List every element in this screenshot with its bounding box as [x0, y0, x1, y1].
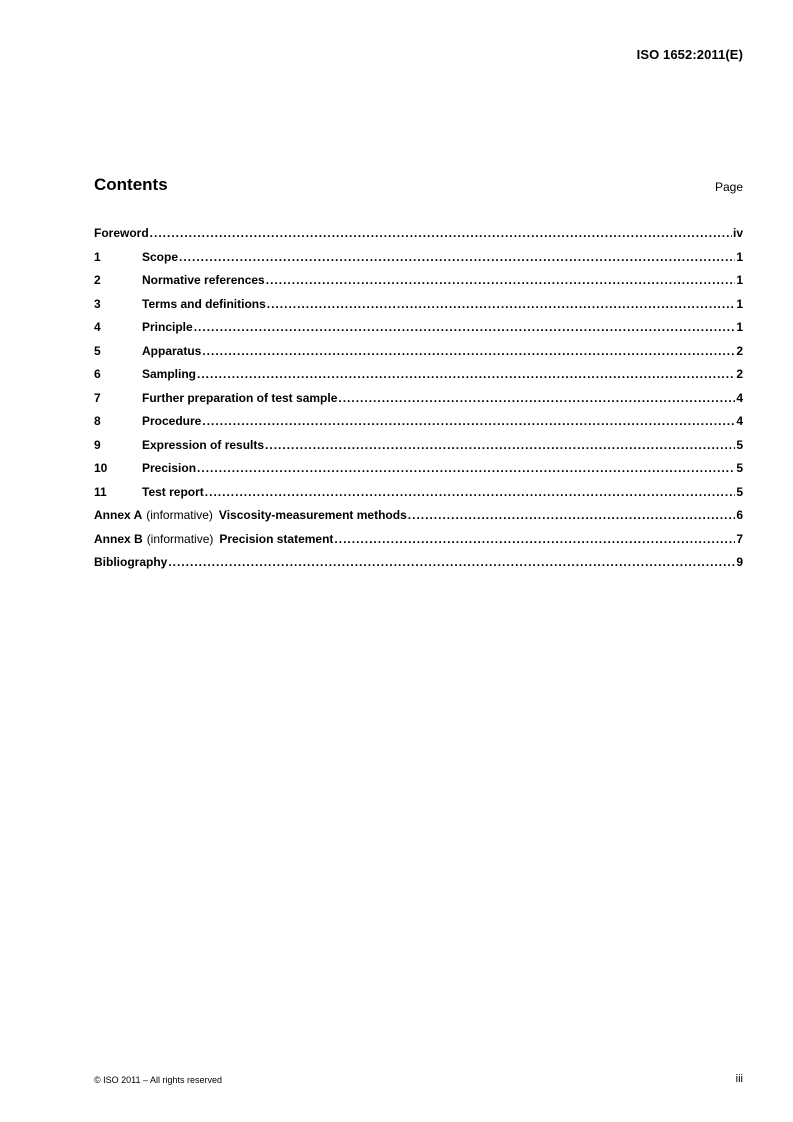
toc-entry-normative-references[interactable]: [94, 273, 743, 297]
toc-annex-label: Annex B: [94, 531, 143, 546]
toc-entry-page: 2: [736, 367, 743, 381]
toc-entry-title: Principle: [142, 320, 193, 334]
toc-entry-title: Sampling: [142, 367, 197, 381]
toc-entry-page: 4: [736, 414, 743, 428]
toc-entry-title: Further preparation of test sample: [142, 390, 338, 405]
toc-entry-scope[interactable]: [94, 250, 743, 274]
toc-entry-title: Precision: [142, 461, 197, 475]
toc-leader-dots: [168, 555, 735, 569]
toc-entry-page: iv: [732, 226, 743, 240]
toc-entry-further-preparation[interactable]: [94, 391, 743, 415]
toc-entry-page: 1: [736, 273, 743, 287]
toc-entry-title: Viscosity-measurement methods: [218, 508, 407, 522]
toc-entry-title: Precision statement: [219, 531, 334, 546]
toc-entry-foreword[interactable]: [94, 226, 743, 250]
toc-entry-title: Apparatus: [142, 343, 202, 358]
table-of-contents: [94, 226, 743, 579]
toc-entry-number: 9: [94, 437, 101, 452]
toc-entry-test-report[interactable]: [94, 485, 743, 509]
toc-leader-dots: [197, 367, 735, 381]
toc-annex-type: (informative): [146, 508, 213, 522]
toc-entry-title: Bibliography: [94, 555, 168, 569]
toc-leader-dots: [338, 391, 735, 405]
toc-leader-dots: [150, 226, 732, 240]
toc-entry-number: 4: [94, 320, 101, 334]
footer-page-number: iii: [735, 1073, 743, 1085]
toc-entry-precision[interactable]: [94, 461, 743, 485]
toc-entry-terms-and-definitions[interactable]: [94, 297, 743, 321]
toc-entry-page: 7: [736, 531, 743, 546]
toc-entry-page: 1: [736, 296, 743, 311]
toc-leader-dots: [194, 320, 736, 334]
toc-entry-page: 1: [736, 320, 743, 334]
toc-leader-dots: [408, 508, 736, 522]
toc-entry-title: Terms and definitions: [142, 296, 266, 311]
toc-entry-title: Foreword: [94, 226, 149, 240]
toc-entry-annex-b[interactable]: [94, 532, 743, 556]
toc-entry-page: 2: [736, 343, 743, 358]
toc-entry-number: 10: [94, 461, 108, 475]
footer-copyright: © ISO 2011 – All rights reserved: [94, 1075, 223, 1085]
toc-entry-title: Scope: [142, 249, 179, 264]
toc-entry-page: 6: [736, 508, 743, 522]
toc-entry-page: 4: [736, 390, 743, 405]
toc-entry-principle[interactable]: [94, 320, 743, 344]
toc-entry-number: 8: [94, 414, 101, 428]
toc-entry-page: 5: [736, 437, 743, 452]
toc-entry-title: Procedure: [142, 414, 202, 428]
toc-entry-number: 6: [94, 367, 101, 381]
toc-leader-dots: [334, 532, 735, 546]
toc-entry-page: 9: [736, 555, 743, 569]
toc-entry-expression-of-results[interactable]: [94, 438, 743, 462]
toc-entry-page: 1: [736, 249, 743, 264]
contents-title: Contents: [94, 175, 168, 194]
toc-entry-number: 5: [94, 343, 101, 358]
toc-entry-number: 1: [94, 249, 101, 264]
toc-leader-dots: [205, 485, 736, 499]
toc-entry-page: 5: [736, 461, 743, 475]
toc-entry-title: Test report: [142, 484, 204, 499]
toc-leader-dots: [267, 297, 736, 311]
toc-entry-title: Normative references: [142, 273, 265, 287]
page-column-label: Page: [714, 180, 743, 194]
toc-entry-procedure[interactable]: [94, 414, 743, 438]
toc-entry-number: 3: [94, 296, 101, 311]
toc-entry-number: 7: [94, 390, 101, 405]
toc-entry-bibliography[interactable]: [94, 555, 743, 579]
toc-entry-title: Expression of results: [142, 437, 265, 452]
toc-entry-sampling[interactable]: [94, 367, 743, 391]
toc-entry-page: 5: [736, 484, 743, 499]
toc-leader-dots: [265, 438, 735, 452]
toc-entry-annex-a[interactable]: [94, 508, 743, 532]
toc-leader-dots: [197, 461, 735, 475]
toc-leader-dots: [179, 250, 735, 264]
toc-leader-dots: [266, 273, 736, 287]
toc-entry-apparatus[interactable]: [94, 344, 743, 368]
toc-entry-number: 11: [94, 484, 107, 499]
toc-leader-dots: [202, 344, 735, 358]
toc-annex-type: (informative): [146, 531, 214, 546]
toc-entry-number: 2: [94, 273, 101, 287]
toc-leader-dots: [202, 414, 735, 428]
toc-annex-label: Annex A: [94, 508, 143, 522]
document-ref: ISO 1652:2011(E): [636, 47, 743, 62]
